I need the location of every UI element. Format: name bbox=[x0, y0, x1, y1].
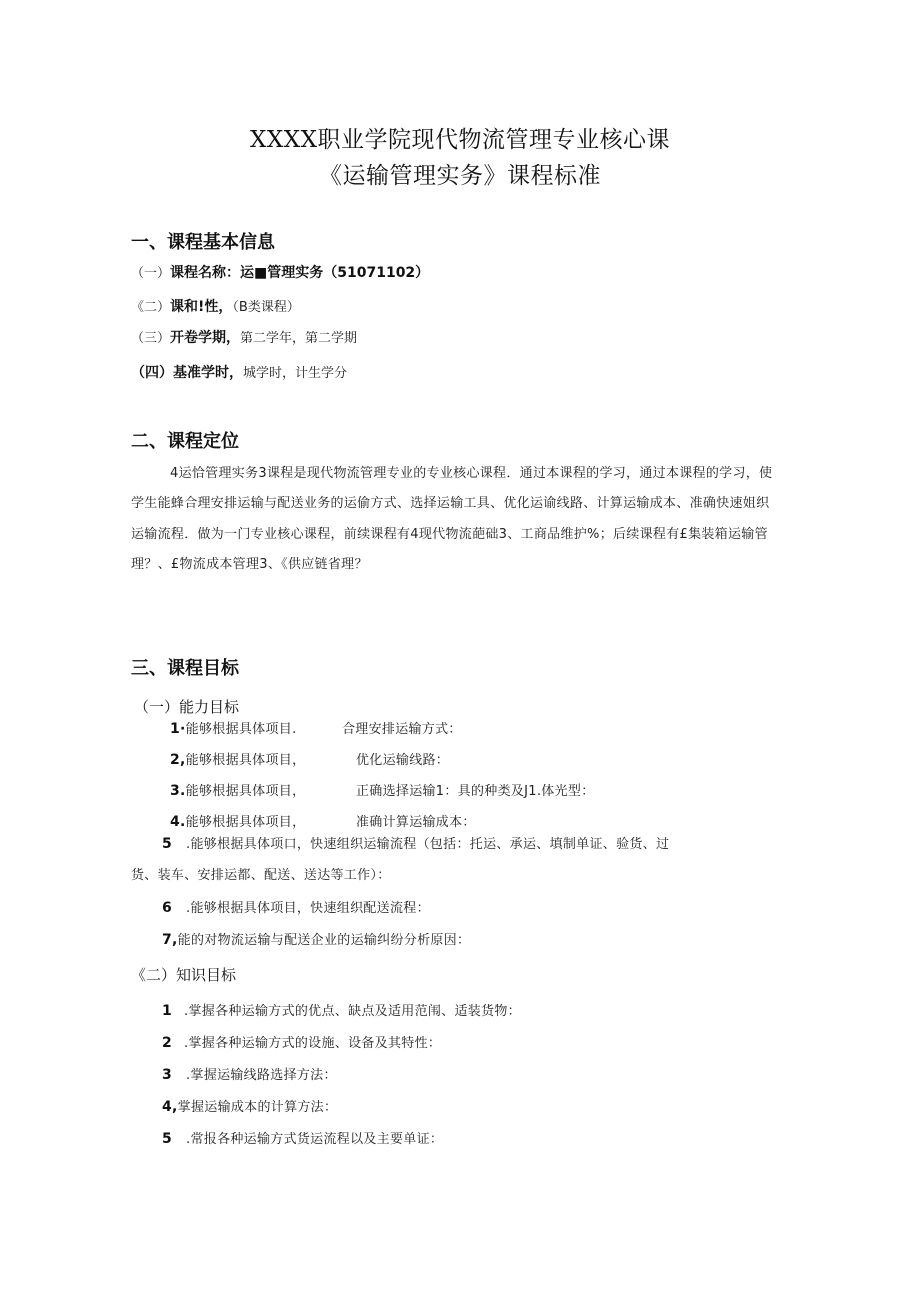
positioning-line-4: 理？、£物流成本管理3、《供应链省理？ bbox=[131, 557, 368, 572]
knowledge-goals-heading: 《二）知识目标 bbox=[131, 966, 237, 984]
info-value: 第二学年，第二学期 bbox=[240, 331, 358, 346]
info-value: 城学时，计生学分 bbox=[243, 366, 348, 381]
info-value: （B类课程） bbox=[232, 300, 300, 315]
info-prefix: （三） bbox=[131, 331, 171, 346]
positioning-line-3: 运输流程．做为一门专业核心课程，前续课程有4现代物流葩础3、工商品维护%；后续课程有£集装箱运输管 bbox=[131, 527, 768, 542]
item-text: .能够根据具体项口，快速组织运输流程（包括：托运、承运、填制单证、验货、过 bbox=[186, 837, 670, 852]
info-label: 课程名称： bbox=[170, 265, 241, 281]
item-text: .常报各种运输方式货运流程以及主要单证： bbox=[186, 1132, 444, 1147]
item-number: 5 bbox=[162, 836, 173, 852]
item-number: 2 bbox=[162, 1035, 173, 1051]
item-number: 3. bbox=[170, 783, 186, 799]
ability-item-5-cont: 货、装车、安排运都、配送、送达等工作）： bbox=[131, 868, 391, 883]
ability-item-3 bbox=[170, 780, 305, 799]
item-number: 5 bbox=[162, 1131, 173, 1147]
section-3-heading: 三、课程目标 bbox=[131, 658, 239, 679]
info-value: 运■管理实务（51071102） bbox=[240, 265, 430, 281]
ability-item-1 bbox=[170, 718, 297, 737]
knowledge-item-4 bbox=[162, 1096, 337, 1115]
ability-item-7 bbox=[162, 929, 470, 948]
info-hours bbox=[131, 362, 347, 382]
item-text: .掌握各种运输方式的优点、缺点及适用范闱、适装货物： bbox=[184, 1004, 521, 1019]
ability-item-4-b: 准确计算运输成本： bbox=[356, 815, 476, 830]
ability-item-1-b: 合理安排运输方式： bbox=[342, 722, 462, 737]
document-title-line-1: XXXX职业学院现代物流管理专业核心课 bbox=[250, 127, 670, 153]
ability-item-6 bbox=[162, 897, 430, 916]
item-number: 2, bbox=[170, 752, 186, 768]
info-prefix: （一） bbox=[131, 266, 171, 281]
ability-goals-heading: （一）能力目标 bbox=[134, 698, 240, 716]
item-number: 7, bbox=[162, 932, 178, 948]
item-number: 1 bbox=[162, 1003, 173, 1019]
info-label: 基准学时， bbox=[173, 365, 243, 381]
item-text-a: 能够根据具体项目， bbox=[185, 815, 306, 830]
info-course-nature bbox=[131, 296, 300, 316]
document-title-line-2: 《运输管理实务》课程标准 bbox=[319, 163, 601, 189]
item-text: .掌握各种运输方式的设施、设备及其特性： bbox=[184, 1036, 442, 1051]
item-text-a: 能够根据具体项目. bbox=[185, 722, 297, 737]
item-text-a: 能够根据具体项目， bbox=[185, 784, 306, 799]
item-text: .掌握运输线路选择方法： bbox=[186, 1068, 337, 1083]
info-prefix: 《二） bbox=[131, 300, 171, 315]
info-semester bbox=[131, 327, 357, 347]
info-course-name bbox=[131, 262, 429, 282]
item-number: 1· bbox=[170, 721, 186, 737]
item-number: 4, bbox=[162, 1099, 178, 1115]
section-1-heading: 一、课程基本信息 bbox=[131, 232, 275, 253]
info-label: 课和!性， bbox=[170, 299, 233, 315]
item-number: 4. bbox=[170, 814, 186, 830]
knowledge-item-2 bbox=[162, 1032, 441, 1051]
item-text-a: 能够根据具体项目， bbox=[185, 753, 306, 768]
knowledge-item-3 bbox=[162, 1064, 337, 1083]
section-2-heading: 二、课程定位 bbox=[131, 431, 239, 452]
ability-item-5 bbox=[162, 833, 669, 852]
info-prefix: （四） bbox=[131, 365, 173, 381]
positioning-line-1: 4运恰管理实务3课程是现代物流管理专业的专业核心课程．通过本课程的学习，通过本课程的学习，使 bbox=[170, 466, 773, 481]
positioning-line-2: 学生能蜂合理安排运输与配送业务的运偷方式、选择运输工具、优化运谕线路、计算运输成本、准确快速姐织 bbox=[131, 496, 770, 511]
ability-item-4 bbox=[170, 811, 305, 830]
item-text: .能够根据具体项目，快速组织配送流程： bbox=[186, 901, 430, 916]
knowledge-item-1 bbox=[162, 1000, 521, 1019]
item-text: 掌握运输成本的计算方法： bbox=[177, 1100, 338, 1115]
ability-item-3-b: 正确选择运输1：具的种类及J1.体光型： bbox=[356, 784, 595, 799]
item-number: 3 bbox=[162, 1067, 173, 1083]
knowledge-item-5 bbox=[162, 1128, 443, 1147]
item-text: 能的对物流运输与配送企业的运输纠纷分析原因： bbox=[177, 933, 471, 948]
item-number: 6 bbox=[162, 900, 173, 916]
ability-item-2 bbox=[170, 749, 305, 768]
ability-item-2-b: 优化运输线路： bbox=[356, 753, 450, 768]
info-label: 开卷学期， bbox=[170, 330, 241, 346]
